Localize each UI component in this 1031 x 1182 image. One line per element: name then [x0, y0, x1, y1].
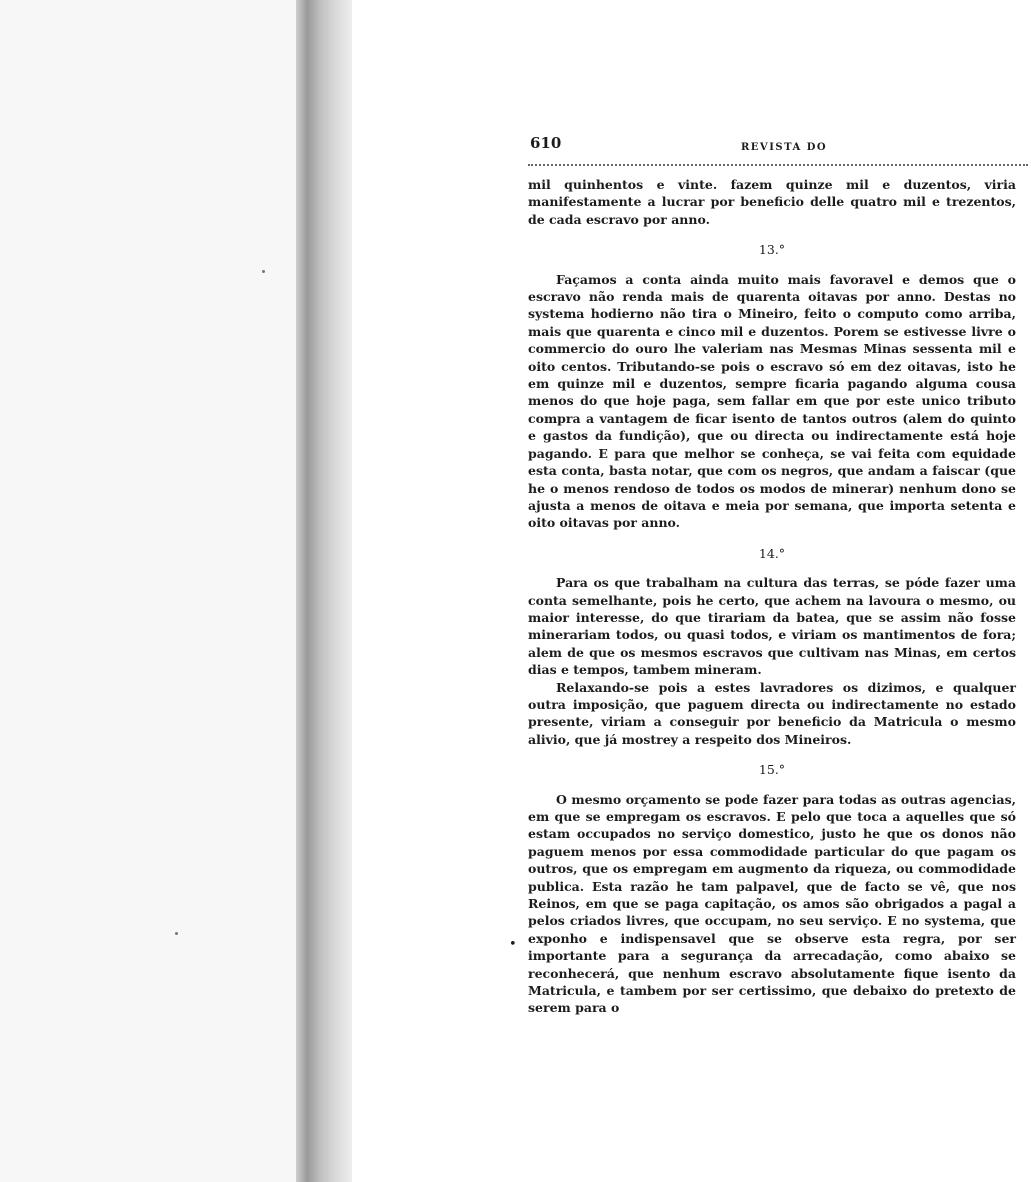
margin-mark: • — [509, 937, 517, 952]
section-number-15: 15.° — [758, 762, 786, 778]
page-body — [528, 176, 1016, 1017]
section-number-13: 13.° — [758, 242, 786, 258]
running-head: REVISTA DO — [741, 142, 828, 153]
page-header — [528, 134, 1028, 166]
section-number-14: 14.° — [758, 545, 786, 561]
paragraph-4: Relaxando-se pois a estes lavradores os dizimos, e qualquer outra imposição, que paguem directa ou indirectamente no estado presente, viriam a conseguir por beneficio da Matricula o mesmo alivio, que já mostrey a respeito dos Mineiros. — [528, 679, 1016, 747]
paragraph-3: Para os que trabalham na cultura das terras, se póde fazer uma conta semelhante, pois he certo, que achem na lavoura o mesmo, ou maior interesse, do que tirariam da batea, que se assim não fosse minerariam todos, ou quasi todos, e viriam os mantimentos de fora; alem de que os mesmos escravos que cultivam nas Minas, em certos dias e tempos, tambem mineram. — [528, 575, 1016, 678]
paragraph-2: Façamos a conta ainda muito mais favoravel e demos que o escravo não renda mais de quarenta oitavas por anno. Destas no systema hodierno não tira o Mineiro, feito o computo como arriba, mais que quarenta e cinco mil e duzentos. Porem se estivesse livre o commercio do ouro lhe valeriam nas Mesmas Minas sessenta mil e oito centos. Tributando-se pois o escravo só em dez oitavas, isto he em quinze mil e duzentos, sempre ficaria pagando alguma cousa menos do que hoje paga, sem fallar em que por este unico tributo compra a vantagem de ficar isento de tantos outros (alem do quinto e gastos da fundição), que ou directa ou indirectamente está hoje pagando. E para que melhor se conheça, se vai feita com equidade esta conta, basta notar, que com os negros, que andam a faiscar (que he o menos rendoso de todos os modos de minerar) nenhum dono se ajusta a menos de oitava e meia por semana, que importa setenta e oito oitavas por anno. — [528, 271, 1016, 531]
book-gutter — [296, 0, 352, 1182]
left-page-blank — [0, 0, 296, 1182]
page-speck — [175, 932, 178, 935]
page-number: 610 — [530, 134, 562, 152]
paragraph-5: O mesmo orçamento se pode fazer para todas as outras agencias, em que se empregam os escravos. E pelo que toca a aquelles que só estam occupados no serviço domestico, justo he que os donos não paguem menos por essa commodidade particular do que pagam os outros, que os empregam em augmento da riqueza, ou commodidade publica. Esta razão he tam palpavel, que de facto se vê, que nos Reinos, em que se paga capitação, os amos são obrigados a pagal a pelos criados livres, que occupam, no seu serviço. E no systema, que exponho e indispensavel que se observe esta regra, por ser importante para a segurança da arrecadação, como abaixo se reconhecerá, que nenhum escravo absolutamente fique isento da Matricula, e tambem por ser certissimo, que debaixo do pretexto de serem para o — [528, 791, 1016, 1016]
page-speck — [262, 270, 265, 273]
paragraph-1: mil quinhentos e vinte. fazem quinze mil e duzentos, viria manifestamente a lucrar por beneficio delle quatro mil e trezentos, de cada escravo por anno. — [528, 177, 1016, 227]
